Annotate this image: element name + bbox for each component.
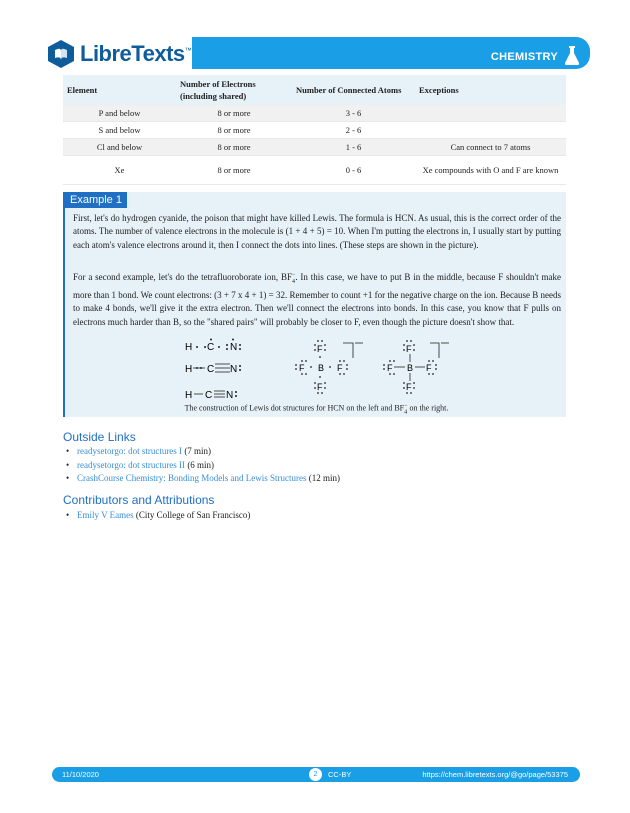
example-box [63,192,566,417]
table-cell: 8 or more [176,156,292,185]
atom-label: C [207,342,215,353]
table-cell: P and below [63,105,176,122]
atom-label: B [407,363,414,373]
atom-label: F [426,363,432,373]
atom-label: F [317,344,323,354]
figure-caption: The construction of Lewis dot structures for HCN on the left and $BF_4^-$ on the right. [184,403,449,416]
table-cell [415,105,566,122]
table-cell: Xe [63,156,176,185]
table-cell: 3 - 6 [292,105,415,122]
atom-label: F [406,344,412,354]
atom-label: N [226,390,234,401]
table-cell [415,122,566,139]
atom-label: F [337,363,343,373]
flask-icon [564,46,580,66]
table-cell: Can connect to 7 atoms [415,139,566,156]
atom-label: B [318,363,325,373]
atom-label: H [185,390,193,401]
element-rules-table [63,75,566,185]
example-paragraph-hcn: First, let's do hydrogen cyanide, the poison that might have killed Lewis. The formula is HCN. As usual, this is the correct order of the atoms. The number of valence electrons in the molecule is (1 + 4 + 5) = 10. When I'm putting the electrons in, I usually start by putting each atom's valence electrons around it, then I connect the dots into lines. (These steps are shown in the picture). [73,213,561,250]
table-header-cell: Element [63,75,176,105]
atom-label: C [207,364,215,375]
table-cell: 8 or more [176,139,292,156]
table-cell: 8 or more [176,122,292,139]
list-item: • readysetorgo: dot structures I (7 min) [63,446,340,460]
hcn-lewis-structures [185,339,241,402]
atom-label: C [205,390,213,401]
table-header-row [63,75,566,105]
atom-label: F [299,363,305,373]
page-url[interactable]: https://chem.libretexts.org/@go/page/53375 [422,770,568,779]
table-row [63,156,566,185]
contributors-list [63,510,250,524]
link-dot-structures-1[interactable]: readysetorgo: dot structures I [77,446,183,456]
logo-wordmark: LibreTexts™ [80,41,192,66]
example-title: Example 1 [65,192,127,208]
table-cell: 2 - 6 [292,122,415,139]
link-crashcourse-chemistry[interactable]: CrashCourse Chemistry: Bonding Models and Lewis Structures [77,473,307,483]
section-label[interactable]: CHEMISTRY [490,51,558,63]
bf4-step-1 [295,340,363,394]
page-number: 2 [309,768,322,781]
atom-label: H [185,342,193,353]
atom-label: F [387,363,393,373]
table-row [63,122,566,139]
hcn-step-2 [185,364,241,375]
atom-label: N [230,364,238,375]
outside-links-heading: Outside Links [63,430,136,444]
table-row [63,105,566,122]
example-paragraph-bf4: For a second example, let's do the tetrafluoroborate ion, $BF_4^-$. In this case, we have to put B in the middle, because F shouldn't make more than 1 bond. We count electrons: (3 + 7 x 4 + 1) = 32. Remember to count +1 for the negative charge on the ion. Because B needs to make 4 bonds, we'll give it the extra electron. Then we'll connect the electrons into bonds. In this case, you know that F pulls on electrons much harder than B, so the "shared pairs" will probably be closer to F, even though the picture doesn't show that. [73,272,561,327]
hcn-step-3 [185,390,237,401]
list-item: • readysetorgo: dot structures II (6 min) [63,460,340,474]
table-header-cell: Exceptions [415,75,566,105]
table-row [63,139,566,156]
atom-label: F [406,382,412,392]
list-item: • CrashCourse Chemistry: Bonding Models and Lewis Structures (12 min) [63,473,340,487]
table-header-cell: Number of Electrons (including shared) [176,75,292,105]
list-item: • Emily V Eames (City College of San Francisco) [63,510,250,524]
table-cell: Xe compounds with O and F are known [415,156,566,185]
atom-label: F [317,382,323,392]
atom-label: N [230,342,238,353]
table-cell: 1 - 6 [292,139,415,156]
table-cell: Cl and below [63,139,176,156]
table-header-cell: Number of Connected Atoms [292,75,415,105]
link-dot-structures-2[interactable]: readysetorgo: dot structures II [77,459,186,470]
page-footer [52,767,580,782]
bf4-step-2 [383,340,449,394]
link-contributor[interactable]: Emily V Eames [77,510,134,520]
table-cell: S and below [63,122,176,139]
contributors-heading: Contributors and Attributions [63,493,215,507]
hcn-step-1 [185,339,241,354]
table-cell: 8 or more [176,105,292,122]
libretexts-logo-icon [46,39,76,69]
table-cell: 0 - 6 [292,156,415,185]
atom-label: H [185,364,193,375]
libretexts-logo[interactable] [42,36,192,72]
header-bar [154,37,590,69]
page-header [42,32,590,74]
outside-links-list [63,446,340,487]
bf4-lewis-structures [295,340,449,394]
footer-date: 11/10/2020 [62,770,99,779]
lewis-structures-figure [175,338,465,402]
license-label: CC-BY [328,770,352,779]
